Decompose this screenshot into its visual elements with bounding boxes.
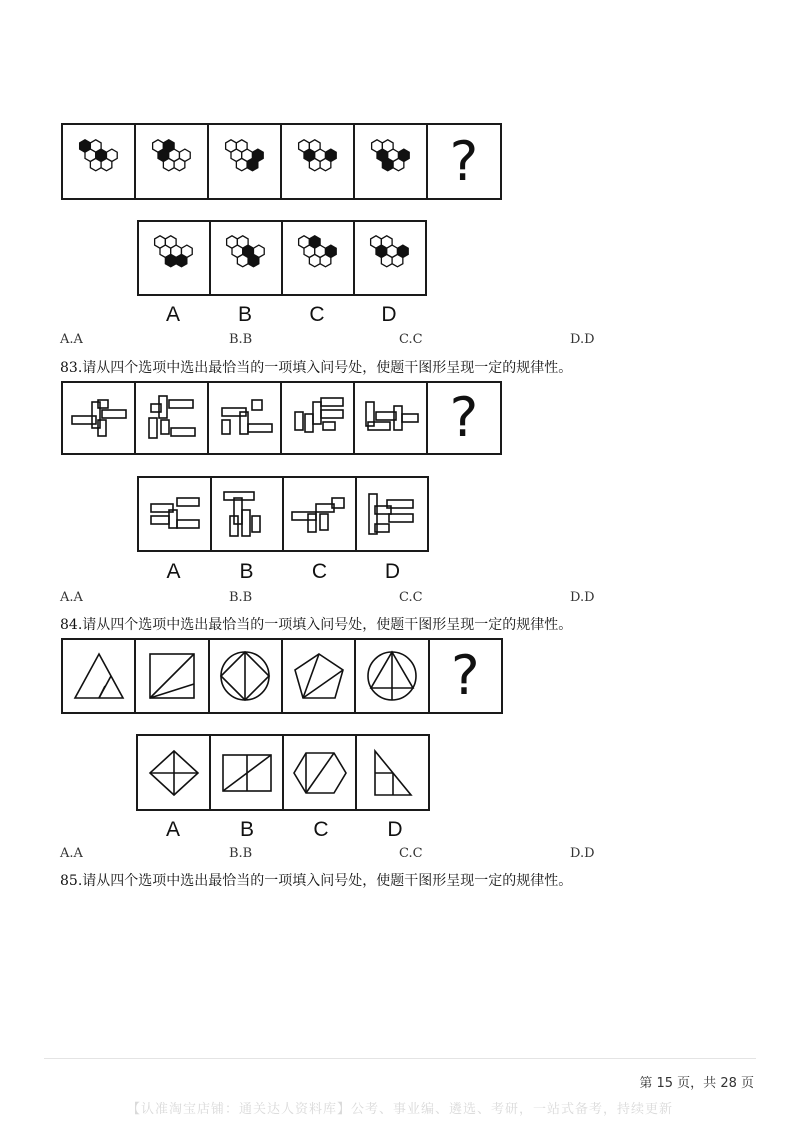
q83-option-c-figure[interactable] [284, 478, 357, 550]
q84-letter-d: D [387, 818, 403, 841]
hexagon-cell [320, 254, 331, 266]
q83-choice-c[interactable]: C.C [399, 590, 423, 605]
q84-stem-figure-3 [210, 640, 283, 712]
q82-question-cell [428, 125, 500, 198]
q83-question-text: 83.请从四个选项中选出最恰当的一项填入问号处，使题干图形呈现一定的规律性。 [60, 360, 573, 376]
hexagon-cell [392, 254, 403, 266]
q82-letter-a: A [165, 303, 180, 326]
hexagon-cell [382, 158, 393, 170]
q84-option-b-figure[interactable] [211, 736, 284, 809]
q83-choice-b[interactable]: B.B [229, 590, 253, 605]
watermark-text: 【认准淘宝店铺：通关达人资料库】公考、事业编、遴选、考研，一站式备考，持续更新 [126, 1102, 673, 1117]
hexagon-cell [381, 254, 392, 266]
q84-choice-c[interactable]: C.C [399, 846, 423, 861]
q84-choice-b[interactable]: B.B [229, 846, 253, 861]
q83-option-b-figure[interactable] [212, 478, 285, 550]
q84-option-a-figure[interactable] [138, 736, 211, 809]
q82-option-a-figure[interactable] [139, 222, 211, 294]
q83-stem-figure-2 [136, 383, 209, 453]
q82-choice-d[interactable]: D.D [570, 332, 595, 347]
hexagon-cell [236, 158, 247, 170]
q83-letter-a: A [166, 560, 181, 583]
q82-stem-strip [61, 123, 502, 200]
hexagon-cell [393, 158, 404, 170]
q84-stem-figure-1 [63, 640, 136, 712]
q84-stem-figure-2 [136, 640, 209, 712]
q84-choice-d[interactable]: D.D [570, 846, 595, 861]
q82-option-d-figure[interactable] [355, 222, 425, 294]
q82-option-b-figure[interactable] [211, 222, 283, 294]
hexagon-cell [248, 254, 259, 266]
q83-letter-d: D [384, 560, 401, 583]
q83-stem-figure-5 [355, 383, 428, 453]
q83-options-strip [137, 476, 429, 552]
q84-letter-c: C [313, 818, 329, 841]
q83-question-cell [428, 383, 500, 453]
q83-stem-figure-3 [209, 383, 282, 453]
q82-stem-figure-5 [355, 125, 428, 198]
hexagon-cell [176, 254, 187, 266]
hexagon-cell [309, 254, 320, 266]
page-number: 第 15 页，共 28 页 [639, 1076, 754, 1091]
q85-question-text: 85.请从四个选项中选出最恰当的一项填入问号处，使题干图形呈现一定的规律性。 [60, 873, 573, 889]
q83-option-d-figure[interactable] [357, 478, 428, 550]
q82-stem-figure-3 [209, 125, 282, 198]
q83-stem-strip [61, 381, 502, 455]
hexagon-cell [309, 158, 320, 170]
q83-stem-figure-4 [282, 383, 355, 453]
q82-stem-figure-2 [136, 125, 209, 198]
q84-question-text: 84.请从四个选项中选出最恰当的一项填入问号处，使题干图形呈现一定的规律性。 [60, 617, 573, 633]
q82-letter-d: D [381, 303, 397, 326]
q83-option-a-figure[interactable] [139, 478, 212, 550]
hexagon-cell [237, 254, 248, 266]
q84-stem-strip [61, 638, 503, 714]
q82-choice-c[interactable]: C.C [399, 332, 423, 347]
hexagon-cell [174, 158, 185, 170]
q84-choice-a[interactable]: A.A [60, 846, 83, 861]
footer-divider [44, 1058, 756, 1059]
hexagon-cell [320, 158, 331, 170]
q84-stem-figure-5 [356, 640, 429, 712]
q83-choice-a[interactable]: A.A [60, 590, 83, 605]
hexagon-cell [247, 158, 258, 170]
q83-letter-c: C [311, 560, 328, 583]
q84-options-strip [136, 734, 430, 811]
q84-letter-a: A [165, 818, 180, 841]
q82-choice-a[interactable]: A.A [60, 332, 83, 347]
q82-question-mark: ? [449, 129, 479, 193]
q82-option-letters [137, 303, 425, 327]
q83-question-mark: ? [449, 386, 479, 449]
q83-stem-figure-1 [63, 383, 136, 453]
q84-option-letters [136, 818, 432, 842]
hexagon-cell [101, 158, 112, 170]
q83-choice-d[interactable]: D.D [570, 590, 595, 605]
q82-choice-b[interactable]: B.B [229, 332, 253, 347]
q82-options-strip [137, 220, 427, 296]
hexagon-cell [163, 158, 174, 170]
q82-stem-figure-4 [282, 125, 355, 198]
q82-letter-c: C [309, 303, 325, 326]
q82-option-c-figure[interactable] [283, 222, 355, 294]
q83-option-letters [137, 560, 429, 584]
q82-letter-b: B [237, 303, 252, 326]
q84-option-d-figure[interactable] [357, 736, 428, 809]
q84-question-mark: ? [450, 644, 480, 707]
hexagon-cell [90, 158, 101, 170]
q84-stem-figure-4 [283, 640, 356, 712]
q83-letter-b: B [239, 560, 254, 583]
q84-letter-b: B [239, 818, 254, 841]
q84-question-cell [430, 640, 501, 712]
q82-stem-figure-1 [63, 125, 136, 198]
hexagon-cell [165, 254, 176, 266]
q84-option-c-figure[interactable] [284, 736, 357, 809]
